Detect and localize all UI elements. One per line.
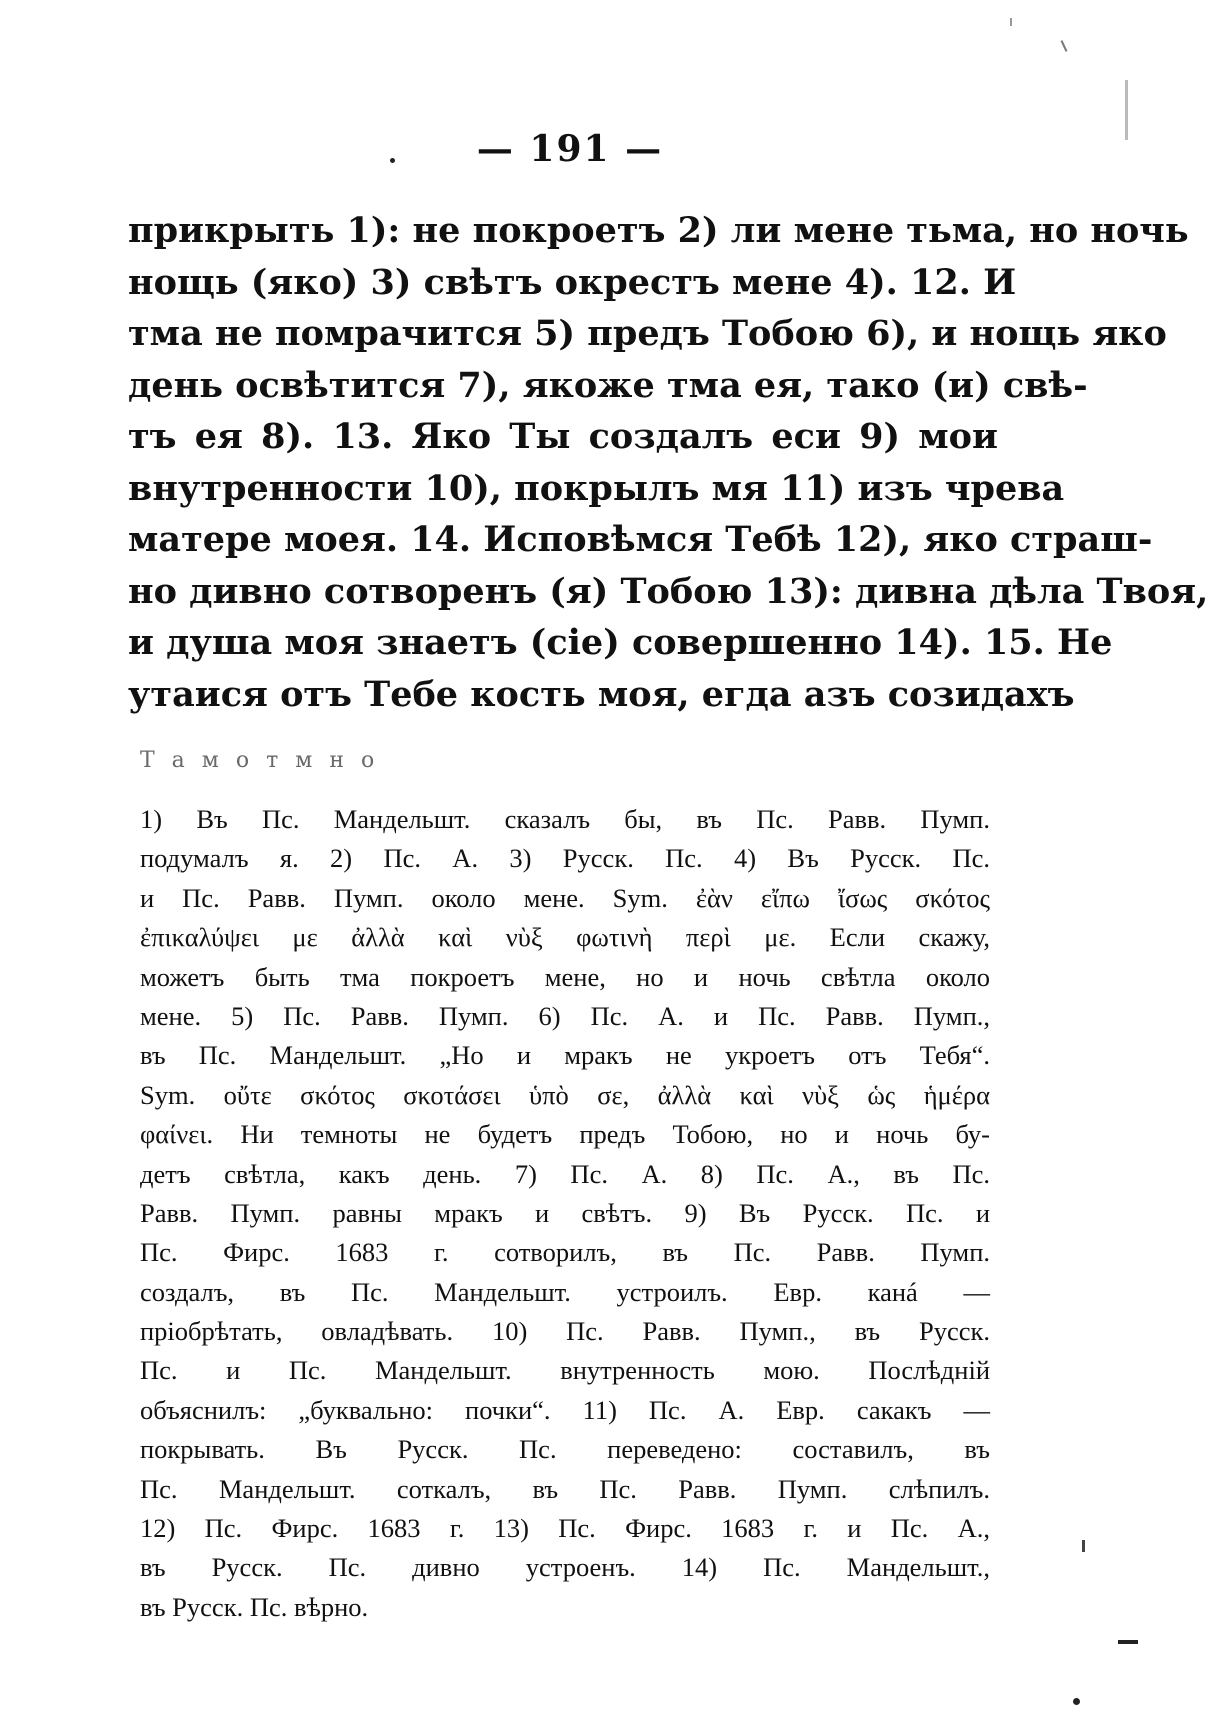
footnote-line: Sym. οὔτε σκότος σκοτάσει ὑπὸ σε, ἀλλὰ καὶ νὺξ ὡς ἡμέρα	[140, 1079, 990, 1110]
text-line: тъ ея 8). 13. Яко Ты создалъ еси 9) мои	[128, 416, 998, 457]
scan-speck	[1082, 1540, 1085, 1552]
text-line: и душа моя знаетъ (сіе) совершенно 14). 15. Не	[128, 622, 1113, 663]
footnote-line: ἐπικαλύψει με ἀλλὰ καὶ νὺξ φωτινὴ περὶ με. Если скажу,	[140, 922, 990, 953]
footnote-line: въ Русск. Пс. дивно устроенъ. 14) Пс. Мандельшт.,	[140, 1552, 990, 1583]
footnote-line: въ Пс. Мандельшт. „Но и мракъ не укроетъ отъ Тебя“.	[140, 1040, 990, 1071]
footnote-line: создалъ, въ Пс. Мандельшт. устроилъ. Евр. канá —	[140, 1276, 990, 1307]
footnote-line: покрывать. Въ Русск. Пс. переведено: составилъ, въ	[140, 1434, 990, 1465]
page-number: — 191 —	[476, 128, 664, 170]
footnote-line: Равв. Пумп. равны мракъ и свѣтъ. 9) Въ Русск. Пс. и	[140, 1197, 990, 1228]
footnote-line: Пс. и Пс. Мандельшт. внутренность мою. Послѣдній	[140, 1355, 990, 1386]
text-line: утаися отъ Тебе кость моя, егда азъ созидахъ	[128, 673, 1075, 715]
footnote-line: въ Русск. Пс. вѣрно.	[140, 1591, 369, 1622]
footnote-line: 12) Пс. Фирс. 1683 г. 13) Пс. Фирс. 1683 г. и Пс. А.,	[140, 1513, 990, 1544]
footnote-line: и Пс. Равв. Пумп. около мене. Sym. ἐὰν εἴπω ἴσως σκότος	[140, 882, 990, 913]
footnote-line: детъ свѣтла, какъ день. 7) Пс. А. 8) Пс. А., въ Пс.	[140, 1158, 990, 1189]
footnote-line: Пс. Фирс. 1683 г. сотворилъ, въ Пс. Равв. Пумп.	[140, 1237, 990, 1268]
scan-edge-mark	[1118, 1640, 1138, 1644]
text-line: тма не помрачится 5) предъ Тобою 6), и нощь яко	[128, 313, 1167, 354]
faint-bleed-through-line: Т а м о т м н о	[140, 748, 380, 773]
text-line: но дивно сотворенъ (я) Тобою 13): дивна дѣла Твоя,	[128, 570, 1208, 612]
text-line: нощь (яко) 3) свѣтъ окрестъ мене 4). 12. И	[128, 261, 1017, 303]
footnote-line: мене. 5) Пс. Равв. Пумп. 6) Пс. А. и Пс. Равв. Пумп.,	[140, 1000, 990, 1031]
text-line: внутренности 10), покрылъ мя 11) изъ чрева	[128, 467, 1065, 509]
footnote-line: можетъ быть тма покроетъ мене, но и ночь свѣтла около	[140, 961, 990, 992]
footnote-line: φαίνει. Ни темноты не будетъ предъ Тобою, но и ночь бу-	[140, 1119, 990, 1150]
scan-speck	[1010, 18, 1012, 26]
text-line: матере моея. 14. Исповѣмся Тебѣ 12), яко страш-	[128, 519, 1153, 560]
footnote-line: объяснилъ: „буквально: почки“. 11) Пс. А. Евр. сакакъ —	[140, 1394, 990, 1425]
footnote-line: подумалъ я. 2) Пс. А. 3) Русск. Пс. 4) Въ Русск. Пс.	[140, 843, 990, 874]
scan-speck	[1073, 1698, 1080, 1705]
footnotes	[140, 800, 990, 1627]
psalm-text	[128, 205, 1208, 720]
scan-speck	[1061, 40, 1068, 52]
footnote-line: пріобрѣтать, овладѣвать. 10) Пс. Равв. Пумп., въ Русск.	[140, 1316, 990, 1347]
text-line: день освѣтится 7), якоже тма ея, тако (и) свѣ-	[128, 364, 1088, 406]
footnote-line: 1) Въ Пс. Мандельшт. сказалъ бы, въ Пс. Равв. Пумп.	[140, 804, 990, 834]
footnote-line: Пс. Мандельшт. соткалъ, въ Пс. Равв. Пумп. слѣпилъ.	[140, 1473, 990, 1504]
text-line: прикрыть 1): не покроетъ 2) ли мене тьма, но ночь	[128, 210, 1189, 251]
